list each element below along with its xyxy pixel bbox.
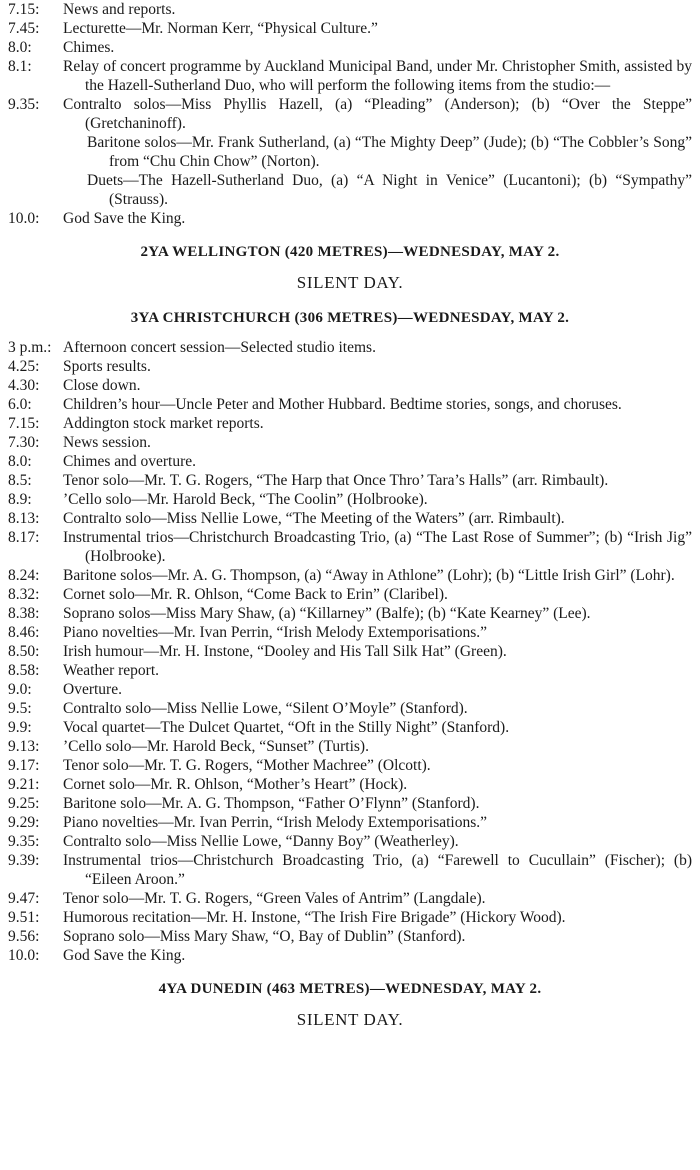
entry-text: Humorous recitation—Mr. H. Instone, “The Irish Fire Brigade” (Hickory Wood). bbox=[63, 909, 566, 926]
programme-entry bbox=[8, 209, 692, 228]
entry-text: Relay of concert programme by Auckland Municipal Band, under Mr. Christopher Smith, assisted by the Hazell-Sutherland Duo, who will perform the following items from the studio:— bbox=[63, 58, 692, 94]
entry-text: Soprano solo—Miss Mary Shaw, “O, Bay of Dublin” (Stanford). bbox=[63, 928, 466, 945]
programme-entry bbox=[8, 95, 692, 133]
programme-entry bbox=[8, 0, 692, 19]
entry-time: 9.39: bbox=[8, 852, 40, 869]
entry-time: 7.15: bbox=[8, 1, 40, 18]
auckland-programme-continued bbox=[8, 0, 692, 228]
entry-time: 8.5: bbox=[8, 472, 32, 489]
entry-text: Soprano solos—Miss Mary Shaw, (a) “Killarney” (Balfe); (b) “Kate Kearney” (Lee). bbox=[63, 605, 591, 622]
entry-time: 8.17: bbox=[8, 529, 40, 546]
wellington-heading: 2YA WELLINGTON (420 METRES)—WEDNESDAY, MAY 2. bbox=[140, 244, 560, 260]
entry-time: 9.35: bbox=[8, 833, 40, 850]
entry-text: Irish humour—Mr. H. Instone, “Dooley and His Tall Silk Hat” (Green). bbox=[63, 643, 507, 660]
entry-text: Piano novelties—Mr. Ivan Perrin, “Irish Melody Extemporisations.” bbox=[63, 624, 488, 641]
entry-time: 8.46: bbox=[8, 624, 40, 641]
entry-text: News session. bbox=[63, 434, 151, 451]
programme-entry bbox=[8, 433, 692, 452]
entry-text: Chimes and overture. bbox=[63, 453, 197, 470]
entry-text: Contralto solo—Miss Nellie Lowe, “Danny Boy” (Weatherley). bbox=[63, 833, 459, 850]
entry-text: Overture. bbox=[63, 681, 122, 698]
entry-text: Cornet solo—Mr. R. Ohlson, “Mother’s Heart” (Hock). bbox=[63, 776, 408, 793]
entry-time: 9.29: bbox=[8, 814, 40, 831]
entry-time: 4.30: bbox=[8, 377, 40, 394]
entry-text: ’Cello solo—Mr. Harold Beck, “Sunset” (Turtis). bbox=[63, 738, 369, 755]
dunedin-heading: 4YA DUNEDIN (463 METRES)—WEDNESDAY, MAY 2. bbox=[158, 981, 542, 997]
entry-time: 8.9: bbox=[8, 491, 32, 508]
entry-time: 9.35: bbox=[8, 96, 40, 113]
entry-text: Instrumental trios—Christchurch Broadcasting Trio, (a) “Farewell to Cucullain” (Fischer); (b) “Eileen Aroon.” bbox=[63, 852, 692, 888]
entry-time: 8.38: bbox=[8, 605, 40, 622]
programme-sub-entry bbox=[8, 171, 692, 209]
entry-text: Weather report. bbox=[63, 662, 160, 679]
programme-entry bbox=[8, 737, 692, 756]
entry-time: 9.47: bbox=[8, 890, 40, 907]
entry-time: 9.51: bbox=[8, 909, 40, 926]
entry-text: Baritone solo—Mr. A. G. Thompson, “Father O’Flynn” (Stanford). bbox=[63, 795, 480, 812]
entry-text: Chimes. bbox=[63, 39, 115, 56]
entry-time: 9.17: bbox=[8, 757, 40, 774]
programme-entry bbox=[8, 813, 692, 832]
programme-entry bbox=[8, 566, 692, 585]
christchurch-programme bbox=[8, 338, 692, 965]
programme-entry bbox=[8, 490, 692, 509]
programme-entry bbox=[8, 585, 692, 604]
entry-text: ’Cello solo—Mr. Harold Beck, “The Coolin” (Holbrooke). bbox=[63, 491, 428, 508]
programme-entry bbox=[8, 889, 692, 908]
entry-time: 10.0: bbox=[8, 947, 40, 964]
entry-text: Contralto solo—Miss Nellie Lowe, “Silent O’Moyle” (Stanford). bbox=[63, 700, 468, 717]
entry-time: 10.0: bbox=[8, 210, 40, 227]
programme-entry bbox=[8, 452, 692, 471]
programme-entry bbox=[8, 414, 692, 433]
entry-time: 7.45: bbox=[8, 20, 40, 37]
entry-text: Piano novelties—Mr. Ivan Perrin, “Irish Melody Extemporisations.” bbox=[63, 814, 488, 831]
entry-text: God Save the King. bbox=[63, 210, 186, 227]
programme-sub-entry bbox=[8, 133, 692, 171]
entry-text: Lecturette—Mr. Norman Kerr, “Physical Culture.” bbox=[63, 20, 378, 37]
entry-time: 9.56: bbox=[8, 928, 40, 945]
programme-entry bbox=[8, 338, 692, 357]
entry-text: Baritone solos—Mr. A. G. Thompson, (a) “Away in Athlone” (Lohr); (b) “Little Irish Girl” (Lohr). bbox=[63, 567, 675, 584]
entry-time: 7.15: bbox=[8, 415, 40, 432]
programme-entry bbox=[8, 661, 692, 680]
entry-text: Children’s hour—Uncle Peter and Mother Hubbard. Bedtime stories, songs, and choruses. bbox=[63, 396, 622, 413]
programme-entry bbox=[8, 471, 692, 490]
programme-entry bbox=[8, 794, 692, 813]
programme-entry bbox=[8, 927, 692, 946]
entry-text: Sports results. bbox=[63, 358, 151, 375]
programme-entry bbox=[8, 908, 692, 927]
entry-text: Contralto solos—Miss Phyllis Hazell, (a) “Pleading” (Anderson); (b) “Over the Steppe” (Gretchaninoff). bbox=[63, 96, 692, 132]
programme-entry bbox=[8, 395, 692, 414]
entry-time: 9.5: bbox=[8, 700, 32, 717]
entry-time: 9.9: bbox=[8, 719, 32, 736]
programme-entry bbox=[8, 57, 692, 95]
sub-entry-text: Baritone solos—Mr. Frank Sutherland, (a) “The Mighty Deep” (Jude); (b) “The Cobbler’s Song” from “Chu Chin Chow” (Norton). bbox=[87, 134, 692, 170]
entry-time: 7.30: bbox=[8, 434, 40, 451]
entry-text: Instrumental trios—Christchurch Broadcasting Trio, (a) “The Last Rose of Summer”; (b) “Irish Jig” (Holbrooke). bbox=[63, 529, 692, 565]
programme-entry bbox=[8, 19, 692, 38]
entry-text: Tenor solo—Mr. T. G. Rogers, “Mother Machree” (Olcott). bbox=[63, 757, 431, 774]
entry-time: 8.0: bbox=[8, 39, 32, 56]
programme-entry bbox=[8, 775, 692, 794]
entry-text: Cornet solo—Mr. R. Ohlson, “Come Back to Erin” (Claribel). bbox=[63, 586, 448, 603]
entry-time: 8.0: bbox=[8, 453, 32, 470]
programme-entry bbox=[8, 604, 692, 623]
programme-entry bbox=[8, 376, 692, 395]
entry-time: 8.58: bbox=[8, 662, 40, 679]
entry-text: Contralto solo—Miss Nellie Lowe, “The Meeting of the Waters” (arr. Rimbault). bbox=[63, 510, 565, 527]
programme-entry bbox=[8, 851, 692, 889]
programme-entry bbox=[8, 756, 692, 775]
wellington-silent-day: SILENT DAY. bbox=[296, 273, 404, 292]
entry-text: Vocal quartet—The Dulcet Quartet, “Oft in the Stilly Night” (Stanford). bbox=[63, 719, 510, 736]
entry-time: 8.13: bbox=[8, 510, 40, 527]
programme-entry bbox=[8, 832, 692, 851]
programme-entry bbox=[8, 38, 692, 57]
programme-entry bbox=[8, 509, 692, 528]
entry-text: Afternoon concert session—Selected studio items. bbox=[63, 339, 376, 356]
programme-entry bbox=[8, 946, 692, 965]
programme-entry bbox=[8, 699, 692, 718]
entry-text: Tenor solo—Mr. T. G. Rogers, “The Harp that Once Thro’ Tara’s Halls” (arr. Rimbault). bbox=[63, 472, 609, 489]
entry-time: 8.1: bbox=[8, 58, 32, 75]
entry-time: 8.50: bbox=[8, 643, 40, 660]
entry-time: 4.25: bbox=[8, 358, 40, 375]
dunedin-silent-day: SILENT DAY. bbox=[296, 1010, 404, 1029]
entry-text: News and reports. bbox=[63, 1, 176, 18]
entry-text: Addington stock market reports. bbox=[63, 415, 264, 432]
programme-entry bbox=[8, 528, 692, 566]
programme-entry bbox=[8, 623, 692, 642]
entry-time: 9.25: bbox=[8, 795, 40, 812]
sub-entry-text: Duets—The Hazell-Sutherland Duo, (a) “A Night in Venice” (Lucantoni); (b) “Sympathy” (Strauss). bbox=[87, 172, 692, 208]
programme-entry bbox=[8, 642, 692, 661]
christchurch-heading: 3YA CHRISTCHURCH (306 METRES)—WEDNESDAY, MAY 2. bbox=[130, 310, 570, 326]
entry-time: 9.0: bbox=[8, 681, 32, 698]
entry-time: 6.0: bbox=[8, 396, 32, 413]
programme-entry bbox=[8, 718, 692, 737]
entry-time: 9.21: bbox=[8, 776, 40, 793]
entry-time: 9.13: bbox=[8, 738, 40, 755]
programme-entry bbox=[8, 680, 692, 699]
entry-text: Close down. bbox=[63, 377, 141, 394]
entry-time: 8.32: bbox=[8, 586, 40, 603]
entry-text: God Save the King. bbox=[63, 947, 186, 964]
entry-time: 8.24: bbox=[8, 567, 40, 584]
programme-entry bbox=[8, 357, 692, 376]
entry-text: Tenor solo—Mr. T. G. Rogers, “Green Vales of Antrim” (Langdale). bbox=[63, 890, 486, 907]
entry-time: 3 p.m.: bbox=[8, 339, 52, 356]
